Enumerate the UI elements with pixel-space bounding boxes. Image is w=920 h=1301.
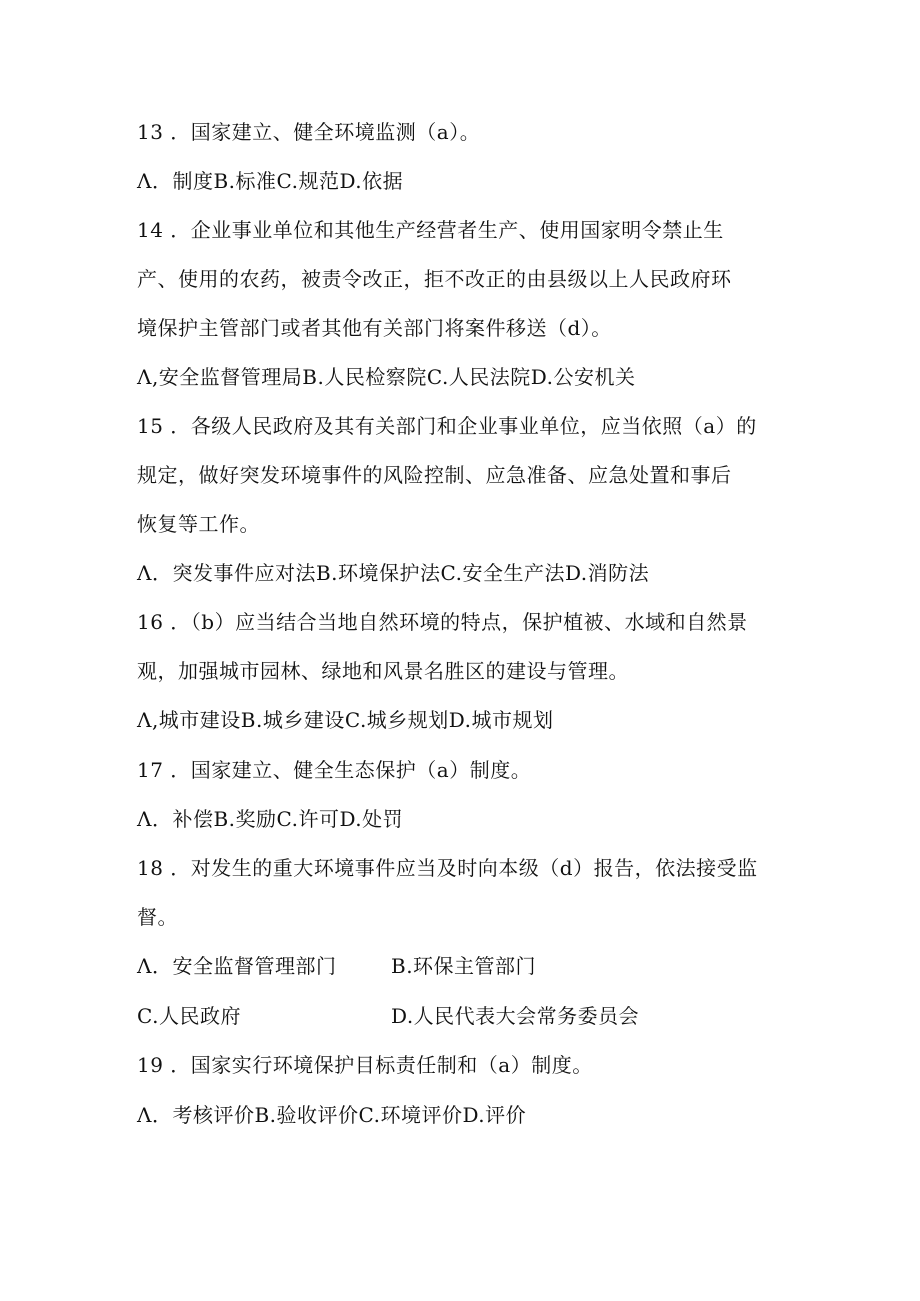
question-17-text: 17 ．国家建立、健全生态保护（a）制度。	[137, 758, 532, 782]
question-16-text-line-2: 观，加强城市园林、绿地和风景名胜区的建设与管理。	[137, 659, 629, 683]
question-14-text-line-2: 产、使用的农药，被责令改正，拒不改正的由县级以上人民政府环	[137, 267, 732, 291]
question-18-option-c: C.人民政府	[137, 1004, 241, 1028]
question-14-text-line-3: 境保护主管部门或者其他有关部门将案件移送（d）。	[137, 316, 612, 340]
question-15-options: Λ．突发事件应对法B.环境保护法C.安全生产法D.消防法	[137, 561, 650, 585]
question-13-options: Λ．制度B.标准C.规范D.依据	[137, 169, 404, 193]
question-14-options: Λ,安全监督管理局B.人民检察院C.人民法院D.公安机关	[137, 365, 636, 389]
question-19-text: 19 ．国家实行环境保护目标责任制和（a）制度。	[137, 1053, 593, 1077]
question-15-text-line-3: 恢复等工作。	[137, 512, 260, 536]
question-16-options: Λ,城市建设B.城乡建设C.城乡规划D.城市规划	[137, 708, 554, 732]
question-18-text-line-2: 督。	[137, 905, 178, 929]
question-18-option-a: Λ．安全监督管理部门	[137, 954, 337, 978]
question-18-option-d: D.人民代表大会常务委员会	[391, 1004, 640, 1028]
question-19-options: Λ．考核评价B.验收评价C.环境评价D.评价	[137, 1103, 527, 1127]
question-16-text-line-1: 16 ．（b）应当结合当地自然环境的特点，保护植被、水域和自然景	[137, 610, 748, 634]
question-13-text: 13 ．国家建立、健全环境监测（a）。	[137, 120, 481, 144]
question-18-option-b: B.环保主管部门	[391, 954, 537, 978]
question-18-text-line-1: 18 ．对发生的重大环境事件应当及时向本级（d）报告，依法接受监	[137, 856, 758, 880]
question-17-options: Λ．补偿B.奖励C.许可D.处罚	[137, 807, 404, 831]
question-15-text-line-2: 规定，做好突发环境事件的风险控制、应急准备、应急处置和事后	[137, 463, 732, 487]
question-14-text-line-1: 14 ．企业事业单位和其他生产经营者生产、使用国家明令禁止生	[137, 218, 724, 242]
question-15-text-line-1: 15 ．各级人民政府及其有关部门和企业事业单位，应当依照（a）的	[137, 414, 757, 438]
